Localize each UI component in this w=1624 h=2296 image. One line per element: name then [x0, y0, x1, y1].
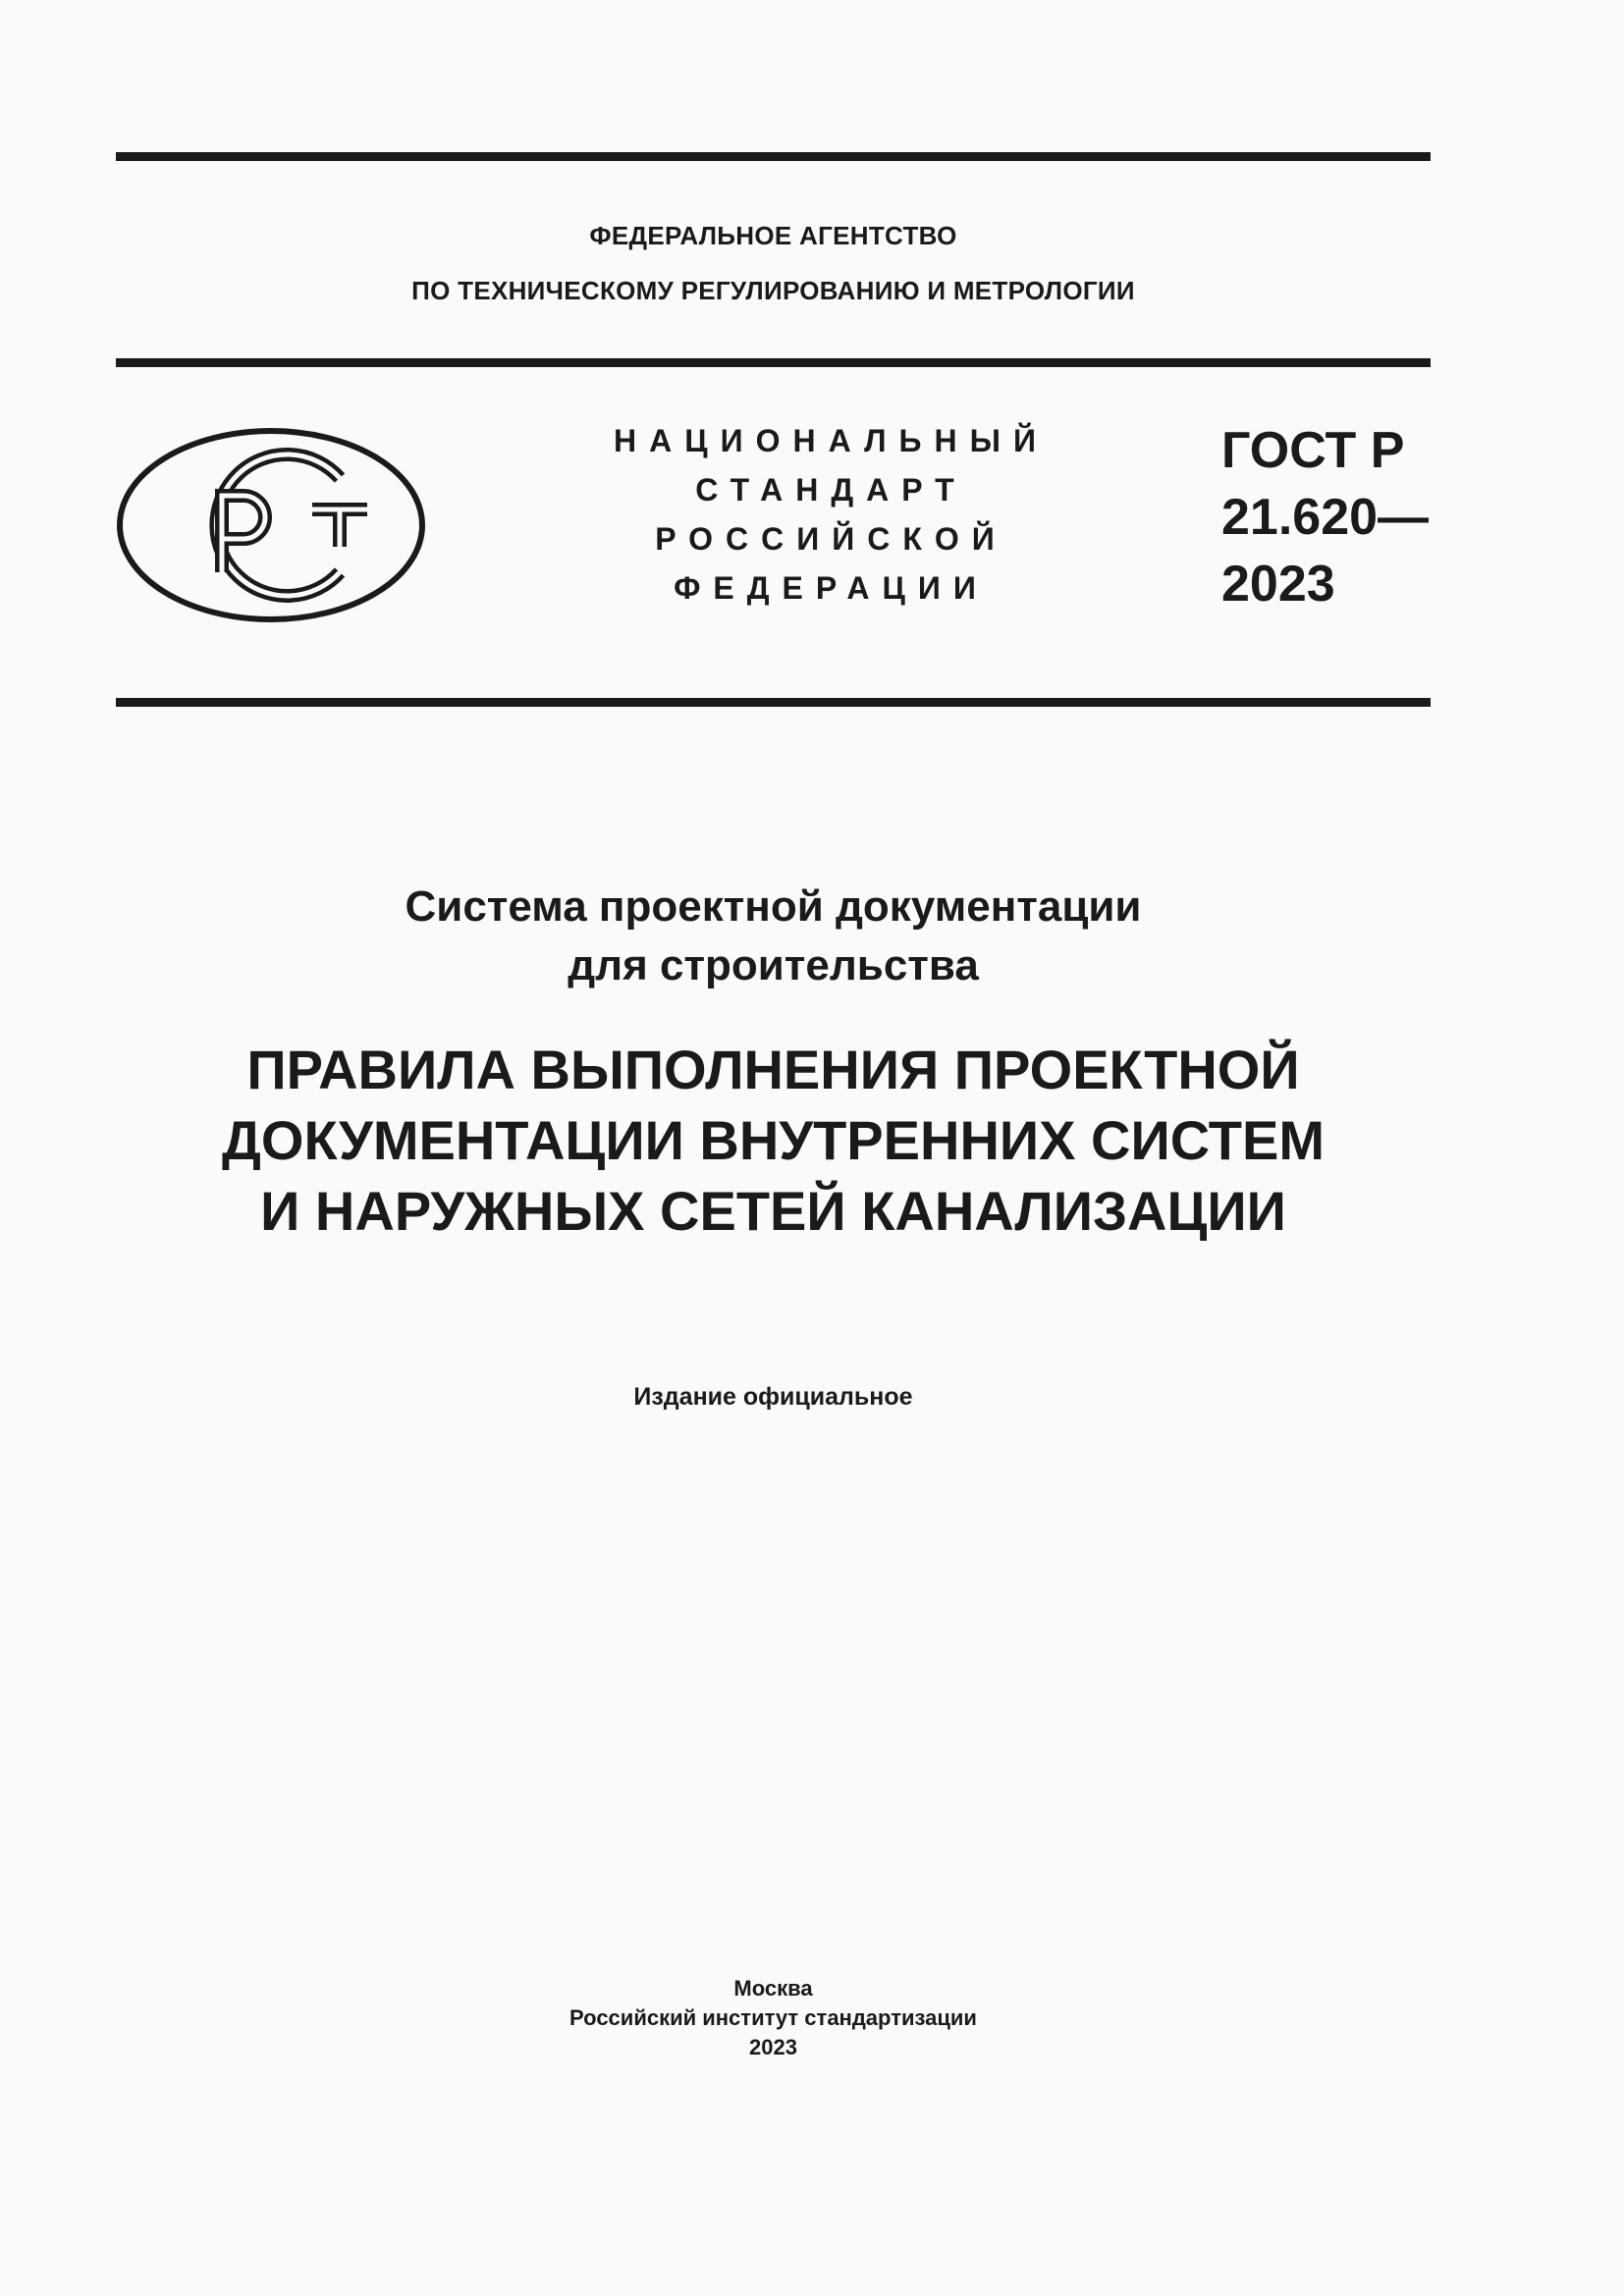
edition-label: Издание официальное: [633, 1383, 913, 1411]
series-title: [116, 878, 1431, 995]
series-line-1: Система проектной документации: [405, 882, 1142, 931]
gost-line-1: ГОСТ Р: [1221, 422, 1405, 479]
top-rule: [116, 152, 1431, 161]
national-line-2: СТАНДАРТ: [695, 472, 967, 507]
gost-line-2: 21.620—: [1221, 489, 1430, 546]
agency-rule: [116, 358, 1431, 367]
agency-line-2: ПО ТЕХНИЧЕСКОМУ РЕГУЛИРОВАНИЮ И МЕТРОЛОГИИ: [411, 276, 1135, 305]
imprint: [116, 1974, 1431, 2062]
standard-rule: [116, 698, 1431, 707]
national-line-3: РОССИЙСКОЙ: [655, 521, 1007, 557]
series-line-2: для строительства: [568, 941, 979, 989]
national-standard-label: [550, 416, 1100, 613]
rst-certification-mark-icon: [116, 427, 426, 623]
national-line-1: НАЦИОНАЛЬНЫЙ: [614, 423, 1049, 458]
imprint-publisher: Российский институт стандартизации: [569, 2005, 977, 2030]
gost-line-3: 2023: [1221, 556, 1335, 613]
imprint-year: 2023: [749, 2035, 797, 2059]
national-line-4: ФЕДЕРАЦИИ: [674, 570, 989, 606]
title-line-1: ПРАВИЛА ВЫПОЛНЕНИЯ ПРОЕКТНОЙ: [246, 1039, 1300, 1100]
title-line-2: ДОКУМЕНТАЦИИ ВНУТРЕННИХ СИСТЕМ: [221, 1109, 1325, 1171]
title-line-3: И НАРУЖНЫХ СЕТЕЙ КАНАЛИЗАЦИИ: [260, 1180, 1286, 1242]
agency-line-1: ФЕДЕРАЛЬНОЕ АГЕНТСТВО: [589, 221, 957, 250]
document-title: [116, 1035, 1431, 1247]
imprint-city: Москва: [733, 1976, 813, 2001]
agency-name: [116, 208, 1431, 318]
standard-number: [1221, 417, 1429, 617]
